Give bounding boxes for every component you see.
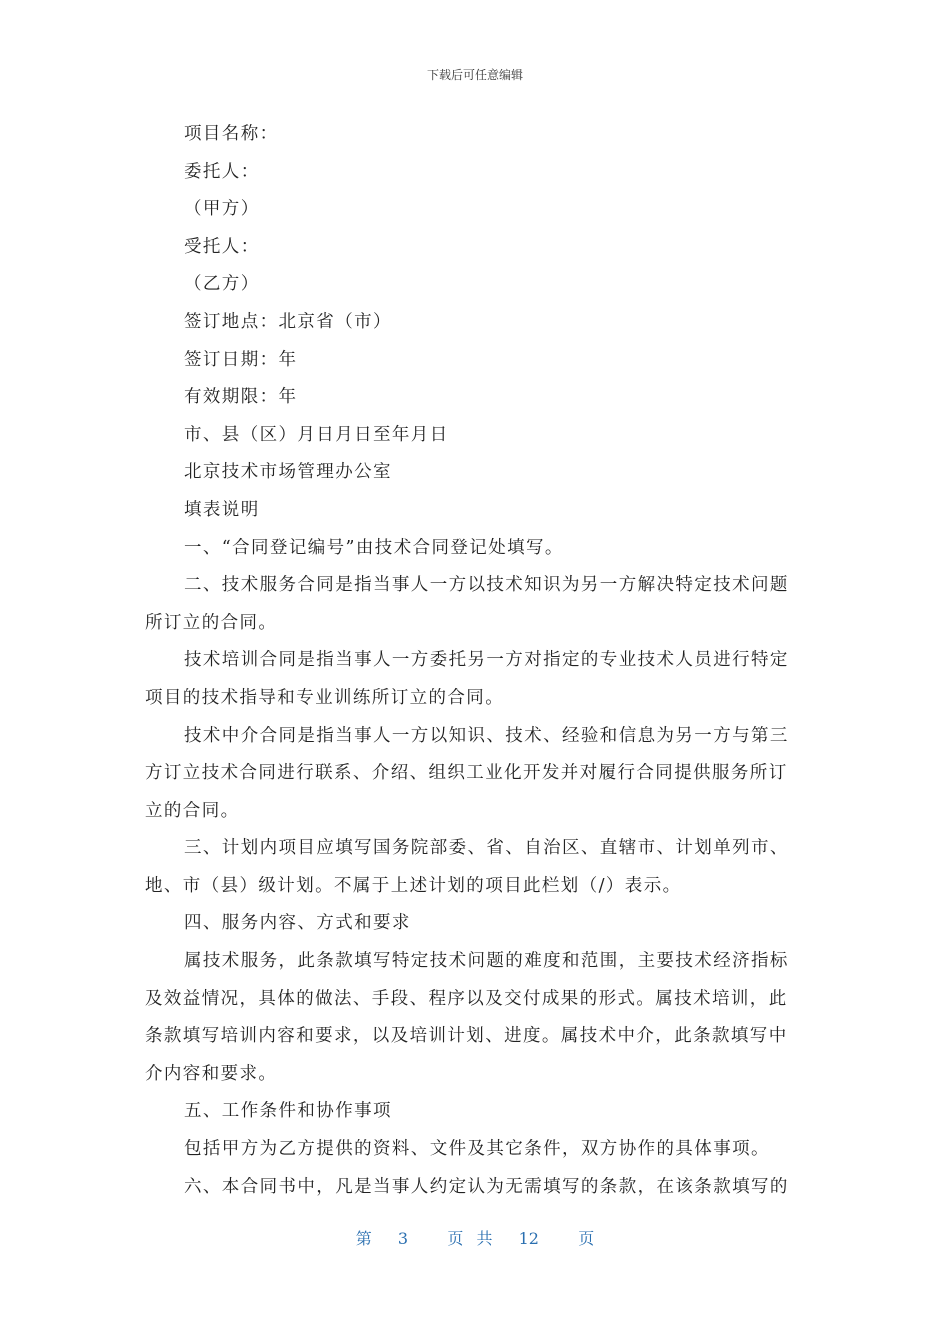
paragraph-line: 一、“合同登记编号”由技术合同登记处填写。	[184, 537, 564, 558]
paragraph-line: 签订日期：年	[184, 349, 298, 370]
paragraph-line: 委托人：	[184, 161, 260, 182]
paragraph-line: 六、本合同书中，凡是当事人约定认为无需填写的条款，在该条款填写的	[184, 1176, 789, 1197]
page-footer: 第 3 页 共 12 页	[355, 1229, 595, 1248]
paragraph-line: （甲方）	[184, 199, 260, 220]
paragraph-line: 及效益情况，具体的做法、手段、程序以及交付成果的形式。属技术培训，此	[145, 988, 788, 1009]
paragraph-line: 条款填写培训内容和要求，以及培训计划、进度。属技术中介，此条款填写中	[145, 1026, 788, 1047]
page-header: 下载后可任意编辑	[426, 68, 523, 82]
paragraph-line: 有效期限：年	[184, 387, 298, 408]
paragraph-line: 填表说明	[184, 499, 260, 520]
paragraph-line: 立的合同。	[145, 800, 240, 821]
paragraph-line: 所订立的合同。	[145, 612, 278, 633]
paragraph-line: 签订地点：北京省（市）	[184, 311, 392, 332]
paragraph-line: 四、服务内容、方式和要求	[184, 913, 411, 934]
paragraph-line: 方订立技术合同进行联系、介绍、组织工业化开发并对履行合同提供服务所订	[145, 763, 788, 784]
paragraph-line: 地、市（县）级计划。不属于上述计划的项目此栏划（/）表示。	[145, 875, 682, 896]
paragraph-line: 二、技术服务合同是指当事人一方以技术知识为另一方解决特定技术问题	[184, 575, 789, 596]
document-body	[145, 116, 810, 1206]
paragraph-line: 项目名称：	[184, 124, 279, 144]
paragraph-line: 市、县（区）月日月日至年月日	[184, 424, 449, 445]
paragraph-line: 项目的技术指导和专业训练所订立的合同。	[145, 687, 505, 708]
paragraph-line: 属技术服务，此条款填写特定技术问题的难度和范围，主要技术经济指标	[184, 951, 789, 972]
paragraph-line: 介内容和要求。	[145, 1063, 278, 1084]
paragraph-line: 五、工作条件和协作事项	[184, 1101, 392, 1122]
paragraph-line: 受托人：	[184, 236, 260, 257]
paragraph-line: 北京技术市场管理办公室	[184, 462, 392, 483]
paragraph-line: 技术中介合同是指当事人一方以知识、技术、经验和信息为另一方与第三	[184, 725, 789, 746]
paragraph-line: 技术培训合同是指当事人一方委托另一方对指定的专业技术人员进行特定	[184, 650, 789, 671]
paragraph-line: 三、计划内项目应填写国务院部委、省、自治区、直辖市、计划单列市、	[184, 838, 789, 859]
paragraph-line: （乙方）	[184, 274, 260, 295]
paragraph-line: 包括甲方为乙方提供的资料、文件及其它条件，双方协作的具体事项。	[184, 1139, 770, 1160]
